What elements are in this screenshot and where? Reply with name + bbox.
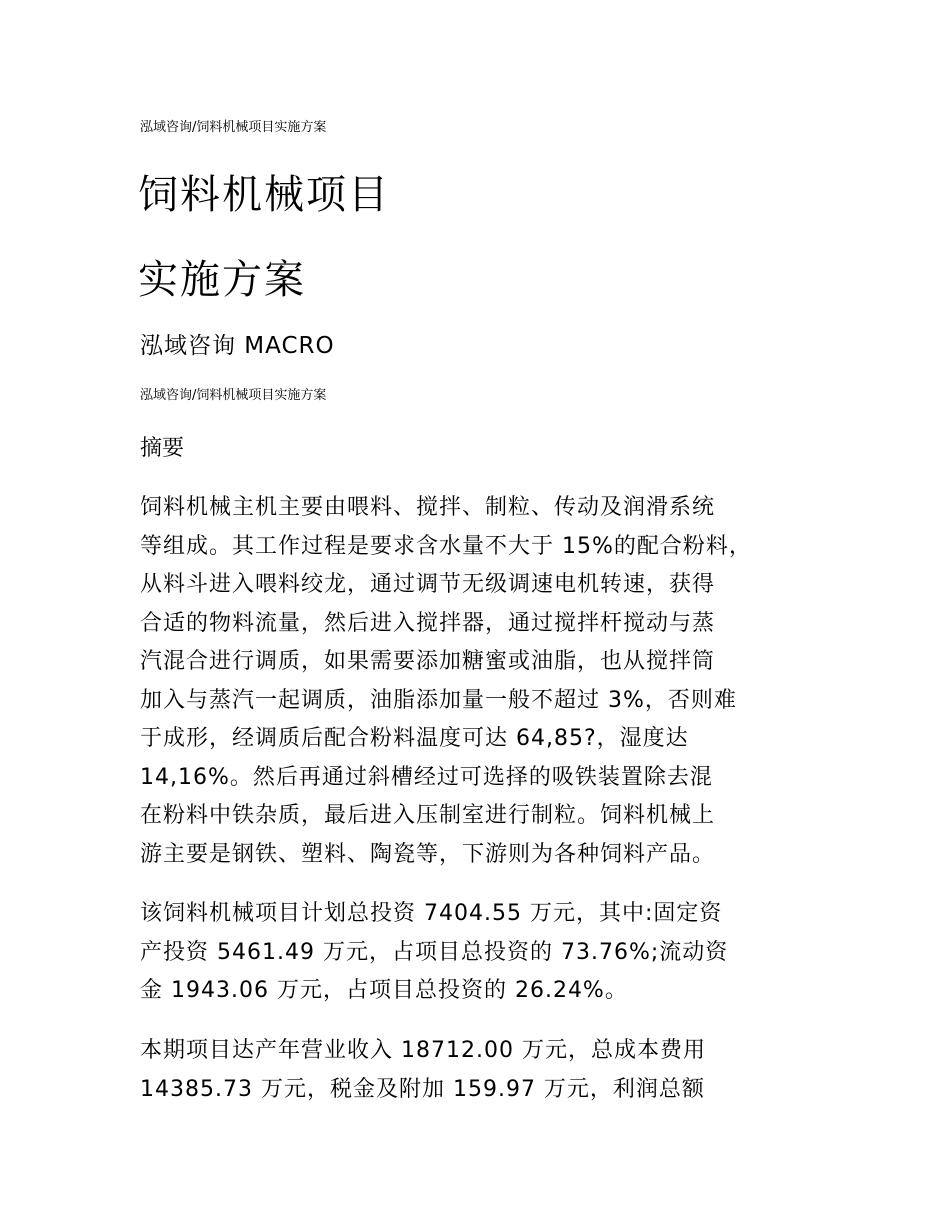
company-name: 泓域咨询 MACRO [140,333,335,359]
paragraph-line: 游主要是钢铁、塑料、陶瓷等，下游则为各种饲料产品。 [140,841,716,867]
running-header: 泓域咨询/饲料机械项目实施方案 [140,388,327,403]
paragraph-line: 在粉料中铁杂质，最后进入压制室进行制粒。饲料机械上 [140,803,716,828]
paragraph-line: 于成形，经调质后配合粉料温度可达 64,85?，湿度达 [140,726,689,751]
page-header-breadcrumb: 泓域咨询/饲料机械项目实施方案 [140,120,327,135]
paragraph-line: 14385.73 万元，税金及附加 159.97 万元，利润总额 [140,1076,705,1102]
title-line-1: 饲料机械项目 [138,172,390,218]
paragraph-line: 该饲料机械项目计划总投资 7404.55 万元，其中:固定资 [140,901,723,926]
paragraph-1 [140,489,830,874]
paragraph-line: 本期项目达产年营业收入 18712.00 万元，总成本费用 [140,1038,706,1063]
paragraph-line: 产投资 5461.49 万元，占项目总投资的 73.76%;流动资 [140,939,729,965]
title-line-2: 实施方案 [138,257,306,303]
paragraph-line: 从料斗进入喂料绞龙，通过调节无级调速电机转速，获得 [140,572,716,597]
paragraph-line: 汽混合进行调质，如果需要添加糖蜜或油脂，也从搅拌筒 [140,649,716,674]
paragraph-line: 合适的物料流量，然后进入搅拌器，通过搅拌杆搅动与蒸 [140,610,716,636]
paragraph-line: 加入与蒸汽一起调质，油脂添加量一般不超过 3%，否则难 [140,687,737,713]
abstract-heading: 摘要 [140,436,185,461]
paragraph-line: 金 1943.06 万元，占项目总投资的 26.24%。 [140,978,628,1003]
paragraph-line: 等组成。其工作过程是要求含水量不大于 15%的配合粉料， [140,533,752,559]
paragraph-3 [140,1032,830,1109]
paragraph-line: 14,16%。然后再通过斜槽经过可选择的吸铁装置除去混 [140,764,713,790]
paragraph-line: 饲料机械主机主要由喂料、搅拌、制粒、传动及润滑系统 [140,495,716,520]
paragraph-2 [140,895,830,1011]
